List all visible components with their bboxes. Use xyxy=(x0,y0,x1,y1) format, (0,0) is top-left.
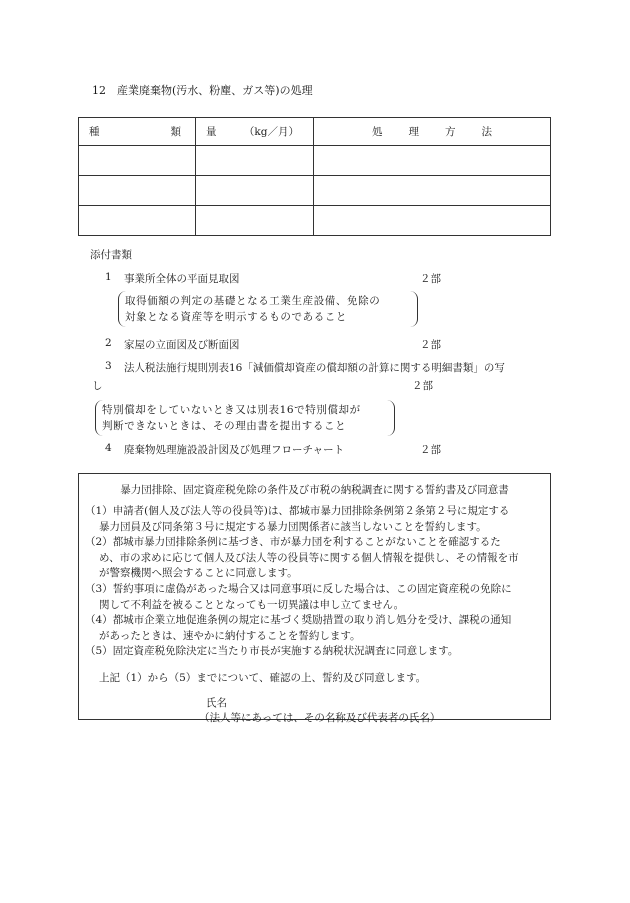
attachment-number: 4 xyxy=(105,442,112,454)
table-row xyxy=(79,146,551,176)
pledge-item: （2）都城市暴力団排除条例に基づき、市が暴力団を利することがないことを確認するた め、市の求めに応じて個人及び法人等の役員等に関する個人情報を提供し、その情報を市 が警察機関へ照会することに同意します。 xyxy=(85,536,519,579)
pledge-title: 暴力団排除、固定資産税免除の条件及び市税の納税調査に関する誓約書及び同意書 xyxy=(120,484,509,496)
pledge-item: （3）誓約事項に虚偽があった場合又は同意事項に反した場合は、この固定資産税の免除に 関して不利益を被ることとなっても一切異議は申し立てません。 xyxy=(85,583,512,611)
pledge-item: （5）固定資産税免除決定に当たり市長が実施する納税状況調査に同意します。 xyxy=(85,645,459,657)
attachment-note: 取得価額の判定の基礎となる工業生産設備、免除の 対象となる資産等を明示するものであること xyxy=(118,291,418,327)
header-method: 処 理 方 法 xyxy=(314,118,551,146)
cell-type[interactable] xyxy=(79,176,196,206)
cell-method[interactable] xyxy=(314,176,551,206)
attachments-title: 添付書類 xyxy=(90,249,132,261)
attachment-text: 事業所全体の平面見取図 xyxy=(124,273,240,285)
attachment-text: 廃棄物処理施設設計図及び処理フローチャート xyxy=(124,444,345,456)
attachment-copies: ２部 xyxy=(412,380,433,392)
table-header-row xyxy=(79,118,551,146)
cell-method[interactable] xyxy=(314,146,551,176)
table-row xyxy=(79,176,551,206)
attachment-text: 家屋の立面図及び断面図 xyxy=(124,339,240,351)
attachment-copies: ２部 xyxy=(420,273,441,285)
waste-table xyxy=(78,117,551,236)
name-label: 氏名 xyxy=(206,697,227,709)
attachment-text-wrap: し xyxy=(92,380,103,392)
pledge-statement: 上記（1）から（5）までについて、確認の上、誓約及び同意します。 xyxy=(99,672,427,684)
attachment-copies: ２部 xyxy=(420,339,441,351)
cell-type[interactable] xyxy=(79,146,196,176)
attachment-copies: ２部 xyxy=(420,444,441,456)
header-amount: 量 （kg／月） xyxy=(196,118,314,146)
header-type: 種 類 xyxy=(79,118,196,146)
cell-amount[interactable] xyxy=(196,176,314,206)
table-row xyxy=(79,206,551,236)
pledge-item: （4）都城市企業立地促進条例の規定に基づく奨励措置の取り消し処分を受け、課税の通知 があったときは、速やかに納付することを誓約します。 xyxy=(85,614,512,642)
section-heading: 12 産業廃棄物(汚水、粉塵、ガス等)の処理 xyxy=(92,84,313,97)
cell-amount[interactable] xyxy=(196,146,314,176)
attachment-number: 1 xyxy=(105,271,112,283)
cell-amount[interactable] xyxy=(196,206,314,236)
pledge-item: （1）申請者(個人及び法人等の役員等)は、都城市暴力団排除条例第２条第２号に規定する 暴力団員及び同条第３号に規定する暴力団関係者に該当しないことを誓約します。 xyxy=(85,505,510,533)
attachment-note: 特別償却をしていないとき又は別表16で特別償却が 判断できないときは、その理由書を提出すること xyxy=(95,400,395,436)
attachment-number: 3 xyxy=(105,360,112,372)
attachment-number: 2 xyxy=(105,337,112,349)
name-note: （法人等にあっては、その名称及び代表者の氏名） xyxy=(199,712,441,724)
cell-method[interactable] xyxy=(314,206,551,236)
pledge-box xyxy=(78,473,551,724)
attachment-text: 法人税法施行規則別表16「減価償却資産の償却額の計算に関する明細書類」の写 xyxy=(124,362,505,374)
cell-type[interactable] xyxy=(79,206,196,236)
